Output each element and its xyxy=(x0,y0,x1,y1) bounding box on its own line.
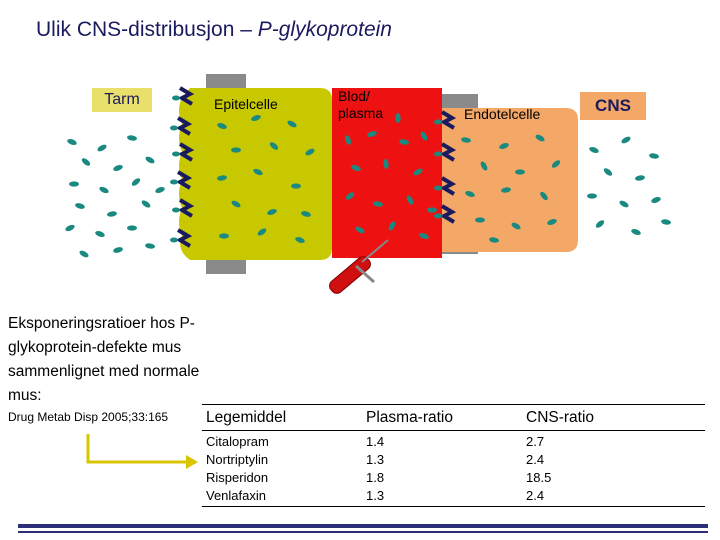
epitelcelle-label: Epitelcelle xyxy=(214,96,278,112)
drug-molecule xyxy=(127,225,137,230)
drug-molecule xyxy=(630,228,641,236)
drug-molecule xyxy=(154,186,165,194)
drug-molecule xyxy=(620,135,631,145)
cell-drug: Risperidon xyxy=(206,470,269,485)
drug-molecule xyxy=(144,155,155,165)
drug-molecule xyxy=(74,202,85,210)
cell-drug: Nortriptylin xyxy=(206,452,269,467)
reference-citation: Drug Metab Disp 2005;33:165 xyxy=(8,410,169,424)
cell-plasma: 1.3 xyxy=(362,488,522,507)
table-row xyxy=(202,431,705,453)
footer-bar-thick xyxy=(18,524,708,528)
cns-label: CNS xyxy=(580,92,646,120)
cell-drug: Venlafaxin xyxy=(202,488,362,507)
drug-molecule xyxy=(172,96,180,101)
drug-molecule xyxy=(145,243,156,250)
drug-molecule xyxy=(661,219,672,226)
drug-molecule xyxy=(291,183,301,188)
drug-molecule xyxy=(434,120,442,125)
drug-molecule xyxy=(587,193,597,198)
drug-molecule xyxy=(98,186,109,195)
drug-molecule xyxy=(594,219,605,229)
ratio-table xyxy=(202,404,705,507)
cell-cns: 18.5 xyxy=(526,470,552,485)
drug-molecule xyxy=(170,238,178,243)
drug-molecule xyxy=(515,169,525,174)
drug-molecule xyxy=(112,246,123,254)
drug-molecule xyxy=(170,180,178,185)
drug-molecule xyxy=(78,249,89,259)
drug-molecule xyxy=(64,224,75,233)
drug-molecule xyxy=(94,230,105,238)
drug-molecule xyxy=(112,164,123,172)
drug-molecule xyxy=(170,126,178,131)
cell-plasma: 1.3 xyxy=(366,452,385,467)
drug-molecule xyxy=(602,167,613,177)
epithelial-cell xyxy=(179,88,332,260)
header-plasma-ratio: Plasma-ratio xyxy=(362,405,522,431)
drug-molecule xyxy=(588,146,599,154)
drug-molecule xyxy=(172,152,180,157)
drug-molecule xyxy=(140,199,151,209)
drug-molecule xyxy=(395,113,400,123)
footer-bar-thin xyxy=(18,531,708,533)
reference-arrow xyxy=(88,434,186,462)
cell-plasma: 1.8 xyxy=(366,470,385,485)
drug-molecule xyxy=(219,233,229,238)
drug-molecule xyxy=(69,181,79,186)
tarm-label: Tarm xyxy=(92,88,152,112)
cell-cns: 2.7 xyxy=(526,434,545,449)
reference-arrow-head xyxy=(186,455,198,469)
page-title: Ulik CNS-distribusjon – P-glykoprotein xyxy=(36,18,392,41)
drug-molecule xyxy=(434,186,442,191)
cell-cns: 2.4 xyxy=(526,452,545,467)
drug-molecule xyxy=(96,143,107,153)
header-cns-ratio: CNS-ratio xyxy=(522,405,705,431)
drug-molecule xyxy=(427,207,437,212)
drug-molecule xyxy=(650,196,661,204)
drug-molecule xyxy=(475,217,485,222)
cell-cns: 2.4 xyxy=(522,488,705,507)
exposure-text: Eksponeringsratioer hos P-glykoprotein-defekte mus sammenlignet med normale mus: xyxy=(8,315,200,404)
drug-molecule xyxy=(107,211,118,218)
blood-plasma-label: Blod/ plasma xyxy=(338,88,384,121)
drug-molecule xyxy=(172,208,180,213)
drug-molecule xyxy=(127,135,138,142)
drug-molecule xyxy=(130,177,141,187)
table-row xyxy=(202,452,705,470)
drug-molecule xyxy=(649,153,660,160)
header-drug: Legemiddel xyxy=(202,405,362,431)
endothelial-cell xyxy=(442,108,578,252)
table-row xyxy=(202,488,705,507)
table-row xyxy=(202,470,705,488)
drug-molecule xyxy=(434,152,442,157)
table-header-row xyxy=(202,405,705,431)
endotelcelle-label: Endotelcelle xyxy=(464,106,541,122)
drug-molecule xyxy=(635,175,646,182)
drug-molecule xyxy=(66,138,77,146)
cell-plasma: 1.4 xyxy=(366,434,385,449)
drug-molecule xyxy=(231,147,241,152)
drug-molecule xyxy=(80,157,91,167)
cell-drug: Citalopram xyxy=(206,434,269,449)
drug-molecule xyxy=(434,214,442,219)
tight-junction-top-epi xyxy=(206,74,246,88)
drug-molecule xyxy=(618,199,629,209)
